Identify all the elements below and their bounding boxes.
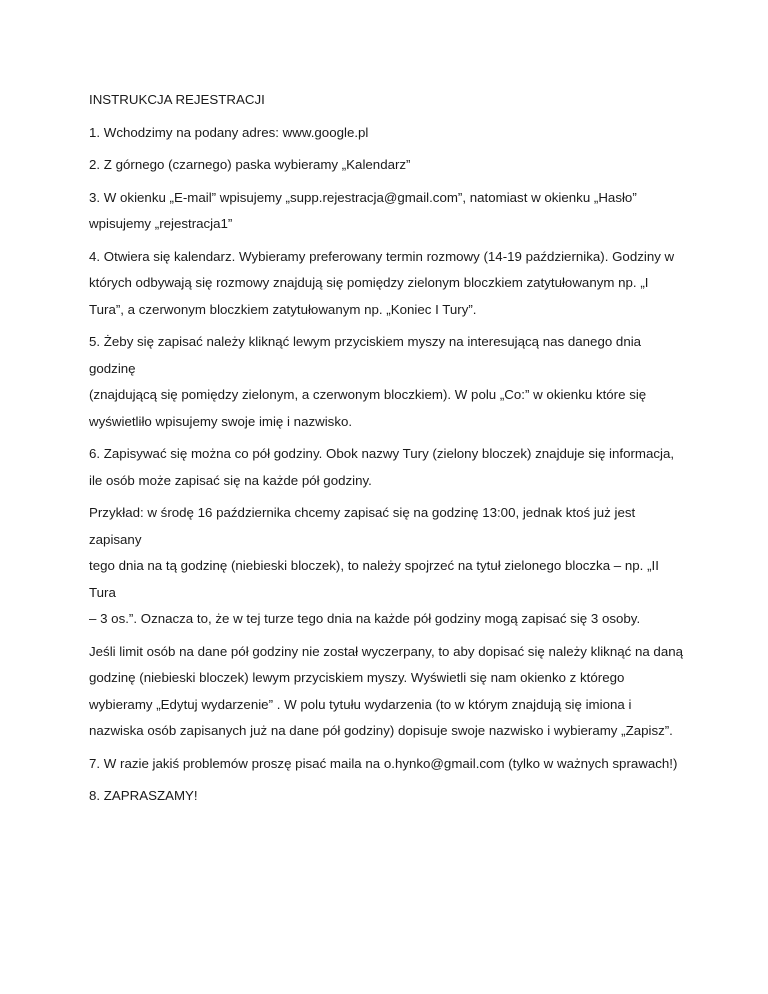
text-line: wyświetliło wpisujemy swoje imię i nazwisko. (89, 413, 353, 429)
limit-paragraph (89, 639, 689, 745)
text-line: tego dnia na tą godzinę (niebieski bloczek), to należy spojrzeć na tytuł zielonego bloczka – np. „II Tura (89, 558, 659, 600)
text-line: 5. Żeby się zapisać należy kliknąć lewym przyciskiem myszy na interesującą nas danego dnia godzinę (89, 334, 642, 376)
text-line: których odbywają się rozmowy znajdują się pomiędzy zielonym bloczkiem zatytułowanym np. „I (89, 275, 649, 290)
text-line: 2. Z górnego (czarnego) paska wybieramy „Kalendarz” (89, 157, 411, 172)
step-2 (89, 152, 689, 179)
step-3 (89, 185, 689, 238)
text-line: 1. Wchodzimy na podany adres: www.google.pl (89, 124, 369, 140)
text-line: Jeśli limit osób na dane pół godziny nie został wyczerpany, to aby dopisać się należy kliknąć na daną (89, 643, 684, 659)
text-line: nazwiska osób zapisanych już na dane pół godziny) dopisuje swoje nazwisko i wybieramy „Zapisz”. (89, 723, 673, 738)
text-line: wpisujemy „rejestracja1” (89, 216, 233, 231)
step-4 (89, 244, 689, 324)
step-7 (89, 751, 689, 778)
example-paragraph (89, 500, 689, 633)
step-1 (89, 120, 689, 147)
text-line: (znajdującą się pomiędzy zielonym, a czerwonym bloczkiem). W polu „Co:” w okienku które się (89, 387, 647, 402)
text-line: Tura”, a czerwonym bloczkiem zatytułowanym np. „Koniec I Tury”. (89, 301, 477, 317)
text-line: 8. ZAPRASZAMY! (89, 788, 198, 803)
text-line: 3. W okienku „E-mail” wpisujemy „supp.rejestracja@gmail.com”, natomiast w okienku „Hasło” (89, 189, 637, 205)
text-line: 7. W razie jakiś problemów proszę pisać maila na o.hynko@gmail.com (tylko w ważnych sprawach!) (89, 755, 678, 771)
text-line: 4. Otwiera się kalendarz. Wybieramy preferowany termin rozmowy (14-19 października). Godziny w (89, 248, 675, 264)
text-line: ile osób może zapisać się na każde pół godziny. (89, 472, 372, 488)
step-5 (89, 329, 689, 435)
document-title: INSTRUKCJA REJESTRACJI (89, 92, 265, 107)
step-6 (89, 441, 689, 494)
text-line: wybieramy „Edytuj wydarzenie” . W polu tytułu wydarzenia (to w którym znajdują się imiona i (89, 696, 632, 712)
text-line: – 3 os.”. Oznacza to, że w tej turze tego dnia na każde pół godziny mogą zapisać się 3 osoby. (89, 611, 641, 626)
text-line: godzinę (niebieski bloczek) lewym przyciskiem myszy. Wyświetli się nam okienko z którego (89, 670, 625, 685)
document-body (89, 87, 689, 816)
text-line: 6. Zapisywać się można co pół godziny. Obok nazwy Tury (zielony bloczek) znajduje się informacja, (89, 446, 675, 461)
step-8 (89, 783, 689, 810)
text-line: Przykład: w środę 16 października chcemy zapisać się na godzinę 13:00, jednak ktoś już jest zapisany (89, 505, 636, 547)
